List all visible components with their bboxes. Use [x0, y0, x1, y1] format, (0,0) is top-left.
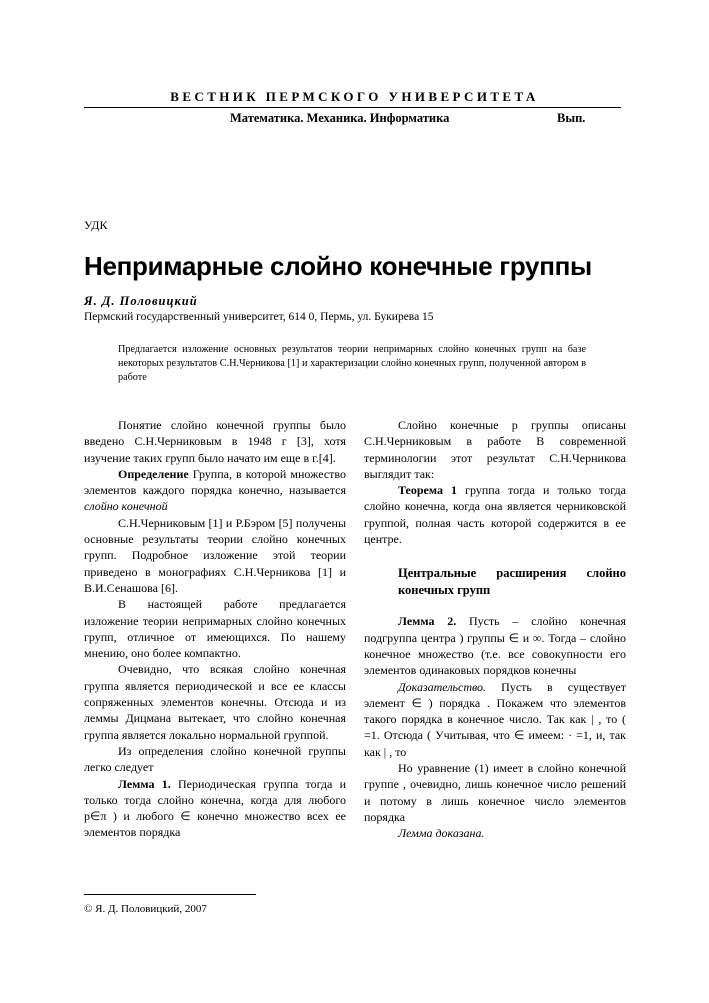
- journal-name: ВЕСТНИК ПЕРМСКОГО УНИВЕРСИТЕТА: [170, 89, 539, 104]
- footnote-rule: [84, 894, 256, 895]
- paragraph: Но уравнение (1) имеет в слойно конечной группе , очевидно, лишь конечное число решений и потому в лишь конечное число элементов порядка: [364, 761, 626, 824]
- paragraph: В настоящей работе предлагается изложение теории непримарных слойно конечных групп, отличное от имеющихся. По нашему мнению, оно более компактно.: [84, 597, 346, 661]
- paragraph: Слойно конечные p группы описаны С.Н.Черниковым в работе В современной терминологии этот результат С.Н.Черникова выглядит так:: [364, 418, 626, 481]
- paragraph: Понятие слойно конечной группы было введено С.Н.Черниковым в 1948 г [3], хотя изучение таких групп было начато им еще в г.[4].: [84, 418, 346, 465]
- theorem-1-label: Теорема 1: [398, 483, 458, 498]
- theorem-1: [364, 482, 626, 547]
- definition: [84, 466, 346, 515]
- lemma-2: [364, 613, 626, 678]
- lemma-1: [84, 776, 346, 841]
- udk-label: УДК: [84, 218, 108, 232]
- qed: Лемма доказана.: [398, 826, 485, 841]
- definition-label: Определение: [118, 466, 189, 481]
- proof-label: Доказательство.: [398, 679, 487, 694]
- section-heading: Центральные расширения слойно конечных групп: [398, 566, 626, 598]
- author-affiliation: Пермский государственный университет, 614 0, Пермь, ул. Букирева 15: [84, 311, 434, 323]
- theorem-1-text: группа тогда и только тогда слойно конечна, когда она является черниковской группой, полная часть которой содержится в ее центре.: [364, 483, 626, 547]
- proof-text: Пусть в существует элемент ∈ ) порядка . Покажем что элементов такого порядка в конечное число. Так как | , то ( =1. Отсюда ( Учитывая, что ∈ имеем: · =1, и, так как | , то: [364, 679, 626, 759]
- lemma-1-label: Лемма 1.: [118, 776, 171, 791]
- paragraph: С.Н.Черниковым [1] и Р.Бэром [5] получены основные результаты теории слойно конечных групп. Подробное изложение этой теории приведено в монографиях С.Н.Черникова [1] и В.И.Сенашова [6].: [84, 515, 346, 595]
- definition-term: слойно конечной: [84, 499, 168, 514]
- issue-label: Вып.: [557, 111, 586, 125]
- definition-text: Группа, в которой множество элементов каждого порядка конечно, называется: [84, 466, 346, 498]
- paragraph: Очевидно, что всякая слойно конечная группа является периодической и все ее классы сопряженных элементов конечны. Отсюда и из леммы Дицмана вытекает, что слойно конечная группа является локально нормальной группой.: [84, 662, 346, 742]
- abstract: Предлагается изложение основных результатов теории непримарных слойно конечных групп на базе некоторых результатов С.Н.Черникова [1] и характеризации слойно конечных групп, полученной автором в работе: [118, 344, 586, 383]
- author-name: Я. Д. Половицкий: [84, 294, 198, 308]
- paragraph: Из определения слойно конечной группы легко следует: [84, 743, 346, 775]
- right-column: [364, 417, 626, 842]
- copyright: © Я. Д. Половицкий, 2007: [84, 903, 207, 915]
- lemma-1-text: Периодическая группа тогда и только тогда слойно конечна, когда для любого p∈π ) и любого ∈ конечно множество всех ее элементов порядка: [84, 776, 347, 840]
- lemma-2-text: Пусть – слойно конечная подгруппа центра ) группы ∈ и ∞. Тогда – слойно конечное множество (т.е. все совокупности его элементов одинаковых порядков конечны: [364, 614, 627, 678]
- journal-series: Математика. Механика. Информатика: [230, 111, 450, 125]
- article-title: Непримарные слойно конечные группы: [84, 251, 592, 281]
- proof: [364, 679, 626, 760]
- header-rule: [84, 107, 621, 108]
- left-column: [84, 417, 346, 841]
- lemma-2-label: Лемма 2.: [398, 614, 457, 629]
